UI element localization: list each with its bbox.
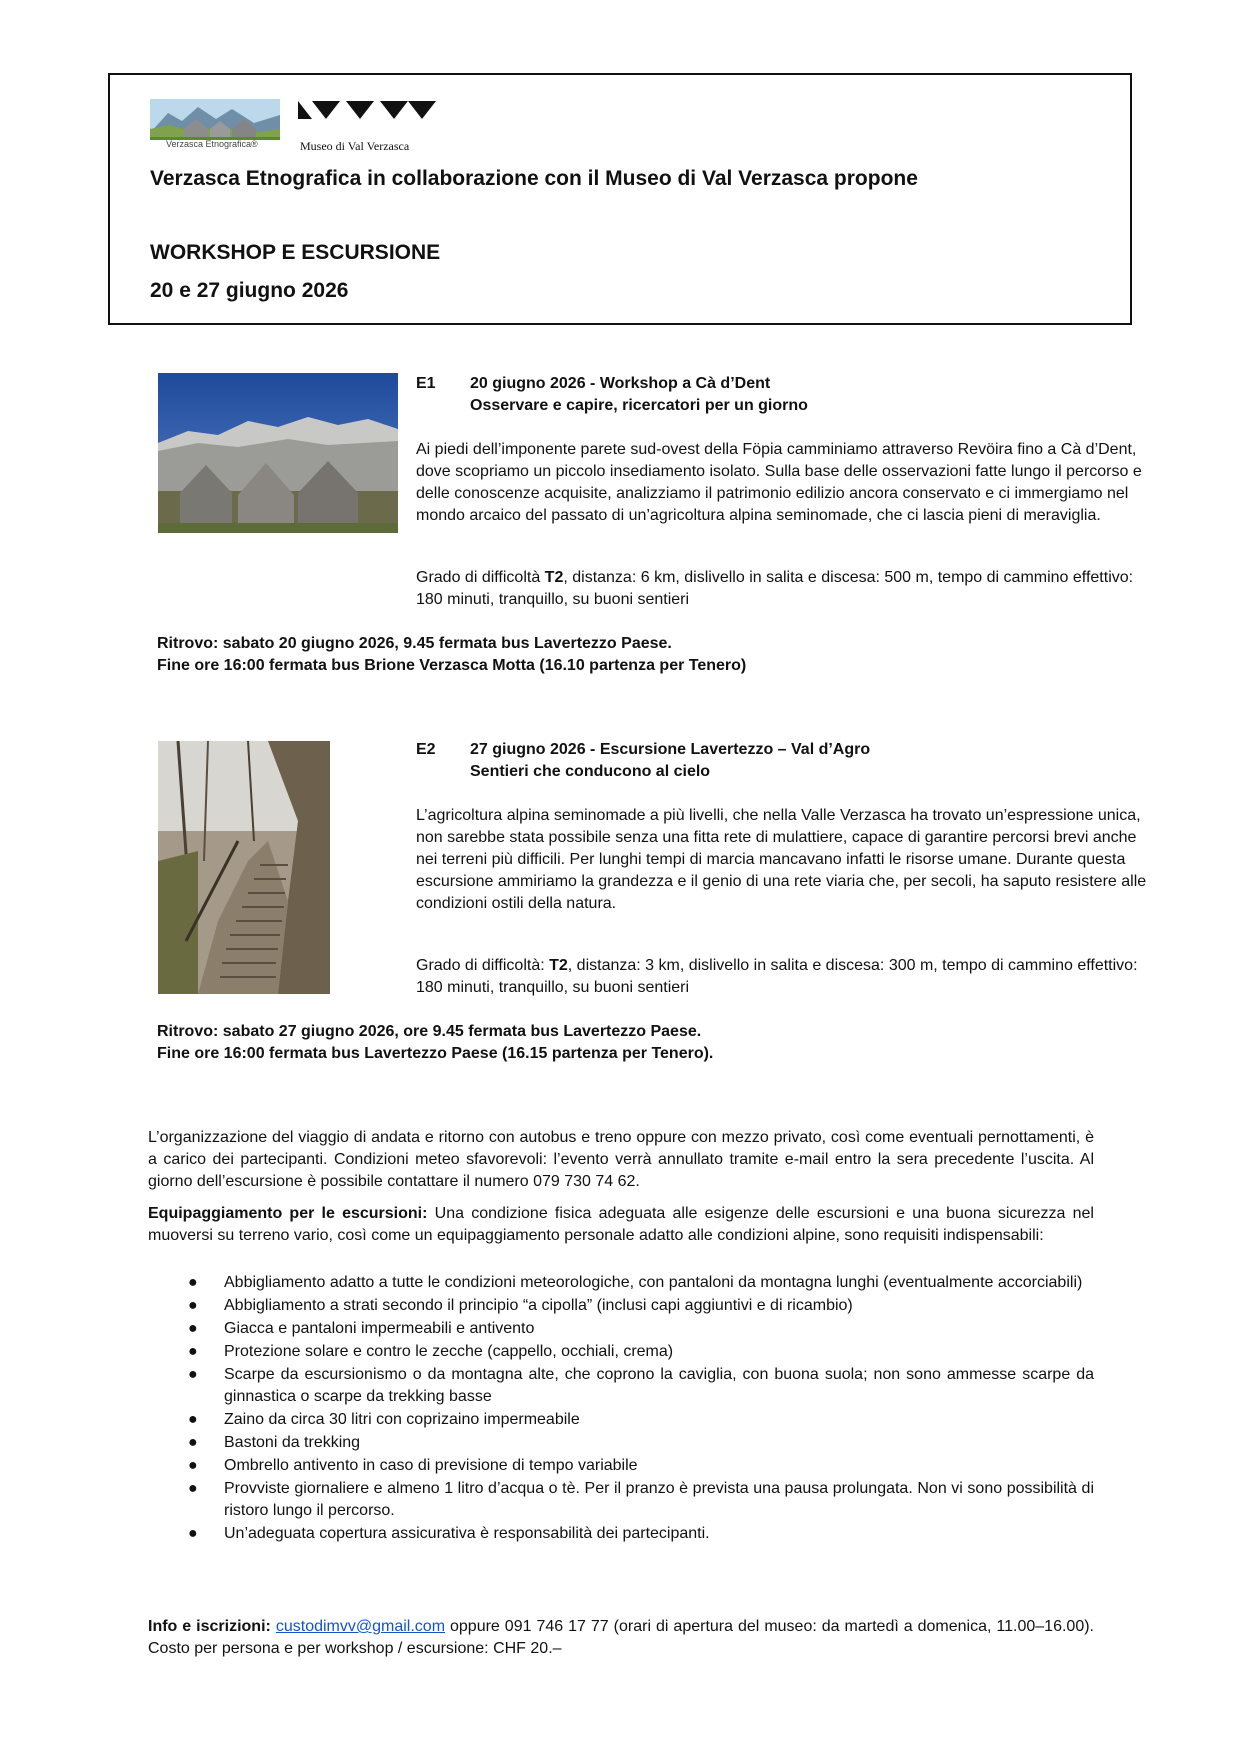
- list-item-text: Protezione solare e contro le zecche (cappello, occhiali, crema): [224, 1343, 674, 1360]
- list-item-text: Bastoni da trekking: [224, 1434, 361, 1451]
- info-rest: oppure 091 746 17 77 (orari di apertura del museo: da martedì a domenica, 11.00–16.00). Costo per persona e per workshop / escursione: CHF 20.–: [148, 1618, 1094, 1657]
- event-e2-ritrovo-line2: Fine ore 16:00 fermata bus Lavertezzo Paese (16.15 partenza per Tenero).: [157, 1045, 714, 1062]
- event-e1-ritrovo: [157, 633, 746, 677]
- event-e2-difficulty-prefix: Grado di difficoltà:: [416, 957, 550, 974]
- equipment-intro: [148, 1203, 1094, 1247]
- event-e2-ritrovo: [157, 1021, 713, 1065]
- list-item-text: Un’adeguata copertura assicurativa è responsabilità dei partecipanti.: [224, 1525, 710, 1542]
- event-e1-difficulty: [416, 567, 1156, 611]
- event-e1-header: [416, 373, 808, 417]
- info-label: Info e iscrizioni:: [148, 1618, 271, 1635]
- list-item: [148, 1341, 1094, 1363]
- list-item: [148, 1295, 1094, 1317]
- list-item: [148, 1523, 1094, 1545]
- intro-heading: Verzasca Etnografica in collaborazione con il Museo di Val Verzasca propone: [150, 167, 918, 190]
- bullet-icon: ●: [188, 1343, 198, 1360]
- list-item-text: Zaino da circa 30 litri con coprizaino impermeabile: [224, 1411, 580, 1428]
- bullet-icon: ●: [188, 1297, 198, 1314]
- list-item: [148, 1364, 1094, 1408]
- event-e1-difficulty-grade: T2: [544, 569, 564, 586]
- event-e2-header: [416, 739, 870, 783]
- event-e1-code: E1: [416, 375, 436, 392]
- list-item: [148, 1432, 1094, 1454]
- event-e1-difficulty-rest: , distanza: 6 km, dislivello in salita e discesa: 500 m, tempo di cammino effettivo: 180 minuti, tranquillo, su buoni sentieri: [416, 569, 1134, 608]
- bullet-icon: ●: [188, 1480, 198, 1497]
- event-e1-difficulty-prefix: Grado di difficoltà: [416, 569, 545, 586]
- event-e1-description: Ai piedi dell’imponente parete sud-ovest della Föpia camminiamo attraverso Revöira fino a Cà d’Dent, dove scopriamo un piccolo insediamento isolato. Sulla base delle osservazioni fatte lungo il percorso e delle conoscenze acquisite, analizziamo il patrimonio edilizio ancora conservato e ci immergiamo nel mondo arcaico del passato di un’agricoltura alpina seminomade, che ci lascia pieni di meraviglia.: [416, 441, 1142, 524]
- organization-text: L’organizzazione del viaggio di andata e ritorno con autobus e treno oppure con mezzo privato, così come eventuali pernottamenti, è a carico dei partecipanti. Condizioni meteo sfavorevoli: l’evento verrà annullato tramite e-mail entro la sera precedente l’uscita. Al giorno dell’escursione è possibile contattare il numero 079 730 74 62.: [148, 1129, 1094, 1190]
- email-link[interactable]: custodimvv@gmail.com: [275, 1618, 446, 1635]
- event-e2-code: E2: [416, 741, 436, 758]
- photo-stone-stairs-path: [158, 741, 330, 994]
- list-item: [148, 1409, 1094, 1431]
- event-e2-difficulty-rest: , distanza: 3 km, dislivello in salita e discesa: 300 m, tempo di cammino effettivo: 180 minuti, tranquillo, su buoni sentieri: [416, 957, 1138, 996]
- header-box: [108, 73, 1132, 325]
- equipment-intro-text: Una condizione fisica adeguata alle esigenze delle escursioni e una buona sicurezza nel muoversi su terreno vario, così come un equipaggiamento personale adatto alle condizioni alpine, sono requisiti indispensabili:: [148, 1205, 1094, 1244]
- page-title: WORKSHOP E ESCURSIONE: [150, 241, 441, 264]
- equipment-label: Equipaggiamento per le escursioni:: [148, 1205, 428, 1222]
- list-item: [148, 1455, 1094, 1477]
- list-item-text: Abbigliamento adatto a tutte le condizioni meteorologiche, con pantaloni da montagna lunghi (eventualmente accorciabili): [224, 1274, 1083, 1291]
- equipment-list: [148, 1272, 1094, 1546]
- event-e1-ritrovo-line2: Fine ore 16:00 fermata bus Brione Verzasca Motta (16.10 partenza per Tenero): [157, 657, 747, 674]
- bullet-icon: ●: [188, 1411, 198, 1428]
- list-item-text: Provviste giornaliere e almeno 1 litro d’acqua o tè. Per il pranzo è prevista una pausa prolungata. Non vi sono possibilità di ristoro lungo il percorso.: [224, 1480, 1094, 1519]
- bullet-icon: ●: [188, 1320, 198, 1337]
- event-e1-ritrovo-line1: Ritrovo: sabato 20 giugno 2026, 9.45 fermata bus Lavertezzo Paese.: [157, 635, 672, 652]
- event-e2-description: L’agricoltura alpina seminomade a più livelli, che nella Valle Verzasca ha trovato un’espressione unica, non sarebbe stata possibile senza una fitta rete di mulattiere, capace di garantire percorsi brevi anche nei terreni più difficili. Per lunghi tempi di marcia mancavano infatti le risorse umane. Durante questa escursione ammiriamo la grandezza e il genio di una rete viaria che, per secoli, ha saputo resistere alle condizioni ostili della natura.: [416, 807, 1147, 912]
- list-item-text: Ombrello antivento in caso di previsione di tempo variabile: [224, 1457, 638, 1474]
- bullet-icon: ●: [188, 1434, 198, 1451]
- bullet-icon: ●: [188, 1525, 198, 1542]
- bullet-icon: ●: [188, 1274, 198, 1291]
- list-item: [148, 1478, 1094, 1522]
- event-e1-subtitle: Osservare e capire, ricercatori per un giorno: [470, 397, 808, 414]
- bullet-icon: ●: [188, 1366, 198, 1383]
- list-item-text: Abbigliamento a strati secondo il principio “a cipolla” (inclusi capi aggiuntivi e di ricambio): [224, 1297, 853, 1314]
- event-dates: 20 e 27 giugno 2026: [150, 279, 349, 302]
- event-e2-difficulty: [416, 955, 1156, 999]
- event-e2-subtitle: Sentieri che conducono al cielo: [470, 763, 711, 780]
- list-item-text: Scarpe da escursionismo o da montagna alte, che coprono la caviglia, con buona suola; non sono ammesse scarpe da ginnastica o scarpe da trekking basse: [224, 1366, 1094, 1405]
- event-e2-ritrovo-line1: Ritrovo: sabato 27 giugno 2026, ore 9.45 fermata bus Lavertezzo Paese.: [157, 1023, 702, 1040]
- event-e2-headline: 27 giugno 2026 - Escursione Lavertezzo – Val d’Agro: [470, 741, 871, 758]
- event-e1-headline: 20 giugno 2026 - Workshop a Cà d’Dent: [470, 375, 771, 392]
- museo-val-verzasca-label: Museo di Val Verzasca: [300, 139, 410, 153]
- info-text: [148, 1616, 1094, 1660]
- bullet-icon: ●: [188, 1457, 198, 1474]
- list-item-text: Giacca e pantaloni impermeabili e antivento: [224, 1320, 535, 1337]
- list-item: [148, 1318, 1094, 1340]
- photo-stone-huts: [158, 373, 398, 533]
- list-item: [148, 1272, 1094, 1294]
- event-e2-difficulty-grade: T2: [549, 957, 568, 974]
- verzasca-etnografica-label: Verzasca Etnografica®: [166, 139, 258, 149]
